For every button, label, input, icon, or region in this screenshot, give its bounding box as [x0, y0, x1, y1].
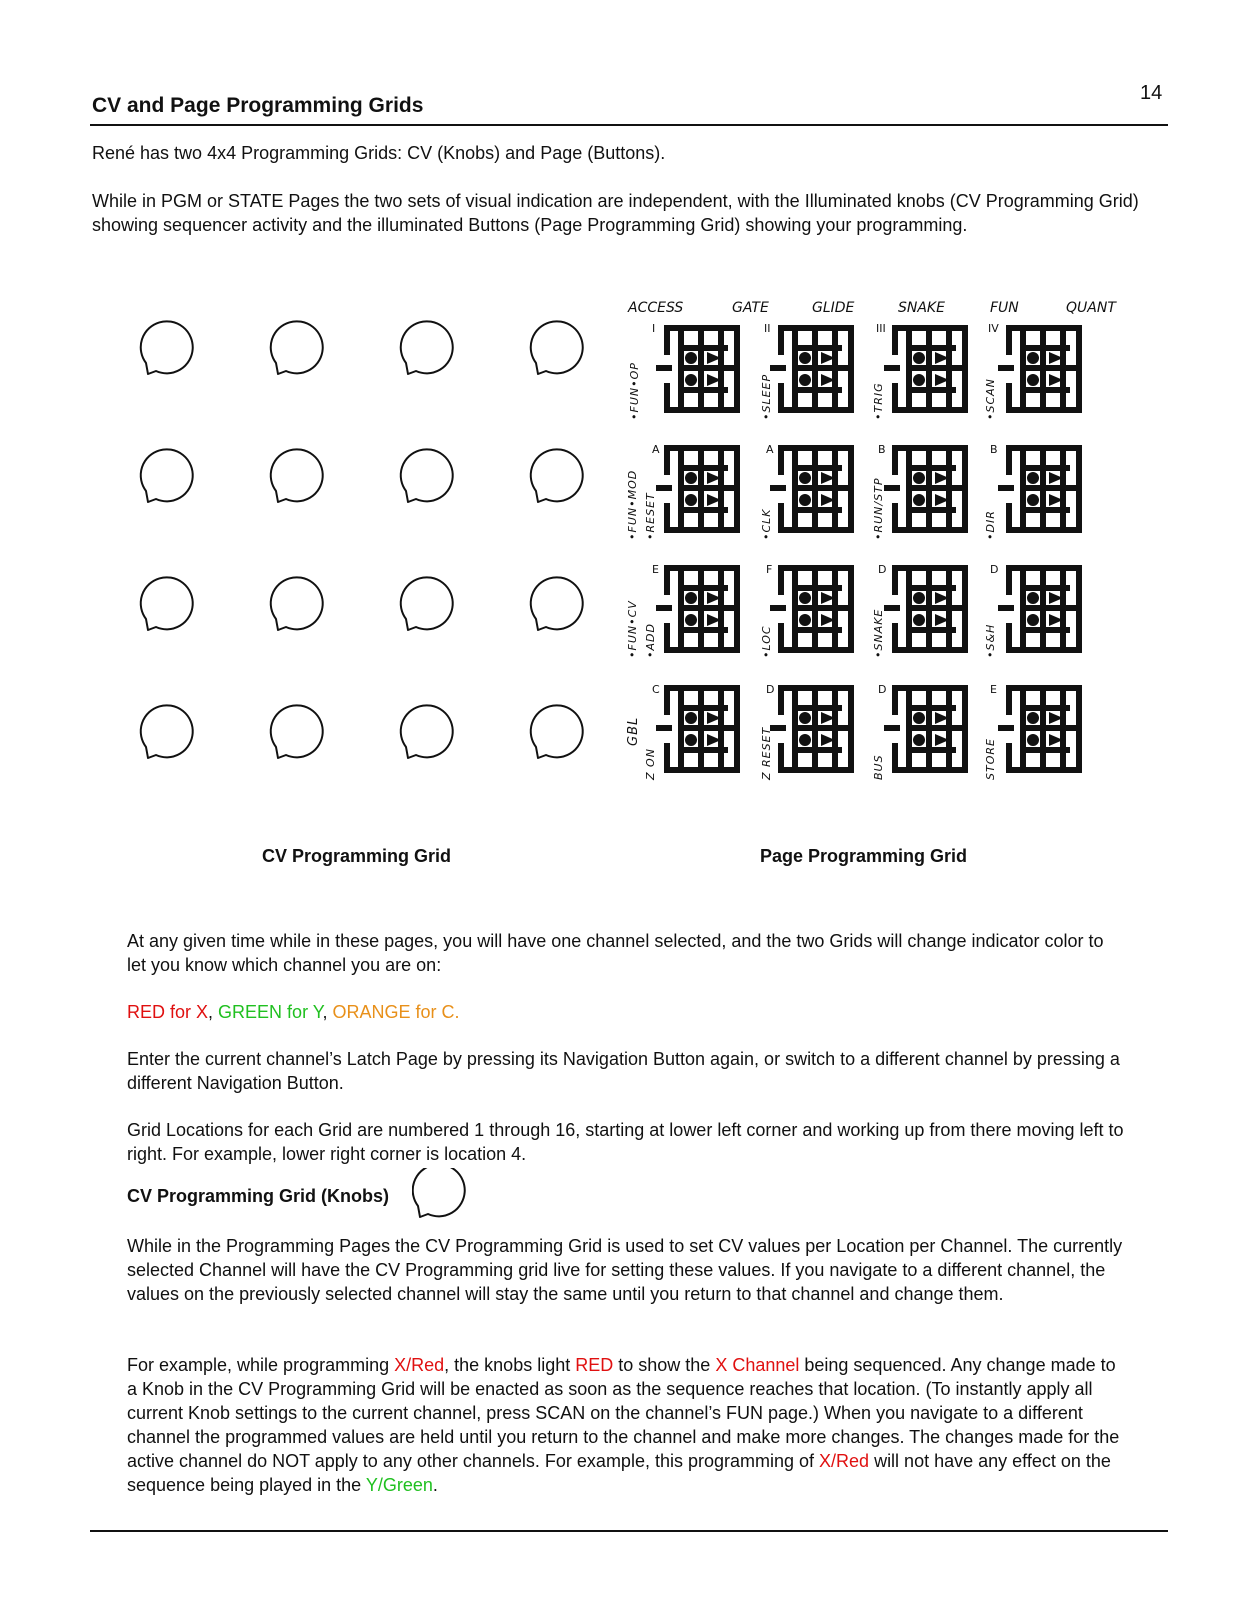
page-button-icon[interactable]: [1001, 568, 1079, 650]
page-button-icon[interactable]: [659, 688, 737, 770]
page-button-icon[interactable]: [1001, 448, 1079, 530]
top-label-gate: GATE: [732, 300, 769, 316]
cell-letter: D: [878, 563, 887, 576]
knob-icon[interactable]: [531, 705, 583, 758]
label-reset: •RESET: [644, 492, 657, 540]
paragraph-grid-locations: Grid Locations for each Grid are numbered 1 through 16, starting at lower left corner and working up from there moving left to right. For example, lower right corner is location 4.: [127, 1120, 1124, 1164]
green-for-y: GREEN for Y: [218, 1002, 323, 1022]
page-button-icon[interactable]: [659, 328, 737, 410]
cell-letter: A: [652, 443, 660, 456]
page-button-icon[interactable]: [659, 448, 737, 530]
page-number: 14: [1140, 82, 1163, 104]
label-s-h: •S&H: [984, 623, 997, 658]
text: For example, while programming: [127, 1355, 395, 1375]
knob-icon[interactable]: [141, 705, 193, 758]
cell-letter: A: [766, 443, 774, 456]
knob-icon[interactable]: [531, 577, 583, 630]
section-title: CV and Page Programming Grids: [92, 94, 424, 117]
caption-page-grid: Page Programming Grid: [760, 846, 968, 866]
page-button-icon[interactable]: [887, 448, 965, 530]
page-button-icon[interactable]: [887, 688, 965, 770]
roman-4: IV: [988, 322, 999, 335]
label-fun-mod: •FUN•MOD: [626, 469, 639, 540]
knob-icon[interactable]: [401, 577, 453, 630]
cell-letter: D: [990, 563, 999, 576]
knob-icon[interactable]: [271, 577, 323, 630]
page-button-icon[interactable]: [887, 568, 965, 650]
red-for-x: RED for X: [127, 1002, 209, 1022]
knob-icon[interactable]: [141, 449, 193, 502]
intro-paragraph: René has two 4x4 Programming Grids: CV (Knobs) and Page (Buttons).: [92, 143, 666, 163]
page-programming-grid: [655, 324, 1095, 794]
label-fun-op: •FUN•OP: [628, 362, 641, 420]
knob-icon[interactable]: [141, 577, 193, 630]
page-button-icon[interactable]: [773, 688, 851, 770]
separator: ,: [208, 1002, 219, 1022]
label-add: •ADD: [644, 623, 657, 658]
text: being sequenced. Any change made to a Knob in the CV Programming Grid will be enacted as soon as the sequence reaches that location. (To instantly apply all current Knob settings to the current channel, press SCAN on the channel’s FUN page.) When you navigate to a different channel the programmed values are held until you return to the channel and make more changes. The changes made for the active channel do NOT apply to any other channels. For example, this programming of: [127, 1355, 1120, 1471]
knob-icon[interactable]: [401, 321, 453, 374]
page-button-icon[interactable]: [773, 568, 851, 650]
text: will not have any effect on the sequence being played in the: [127, 1451, 1111, 1495]
top-rule: [90, 124, 1168, 126]
knob-icon[interactable]: [531, 449, 583, 502]
paragraph-latch-page: Enter the current channel’s Latch Page by pressing its Navigation Button again, or switch to a different channel by pressing a different Navigation Button.: [127, 1049, 1120, 1093]
label-run-stp: •RUN/STP: [872, 477, 885, 540]
knob-icon: [412, 1168, 472, 1228]
roman-2: II: [764, 322, 771, 335]
knob-icon[interactable]: [141, 321, 193, 374]
knob-icon[interactable]: [401, 449, 453, 502]
knob-icon[interactable]: [271, 321, 323, 374]
separator: ,: [322, 1002, 333, 1022]
page-button-icon[interactable]: [773, 448, 851, 530]
label-dir: •DIR: [984, 510, 997, 540]
top-label-quant: QUANT: [1066, 300, 1116, 316]
paragraph-cv-grid: While in the Programming Pages the CV Programming Grid is used to set CV values per Location per Channel. The currently selected Channel will have the CV Programming grid live for setting these values. If you navigate to a different channel, the values on the previously selected channel will stay the same until you return to that channel and change them.: [127, 1236, 1123, 1304]
knob-icon[interactable]: [531, 321, 583, 374]
text: , the knobs light: [444, 1355, 576, 1375]
page-button-icon[interactable]: [1001, 328, 1079, 410]
label-store: STORE: [984, 738, 997, 780]
paragraph-channel-selection: At any given time while in these pages, you will have one channel selected, and the two Grids will change indicator color to let you know which channel you are on:: [127, 931, 1104, 975]
label-fun-cv: •FUN•CV: [626, 600, 639, 658]
label-clk: •CLK: [760, 508, 773, 540]
red-word: RED: [575, 1355, 614, 1375]
orange-for-c: ORANGE for C.: [332, 1002, 460, 1022]
cell-letter: B: [990, 443, 998, 456]
cell-letter: E: [990, 683, 997, 696]
cell-letter: B: [878, 443, 886, 456]
page-button-icon[interactable]: [887, 328, 965, 410]
x-channel: X Channel: [715, 1355, 800, 1375]
channel-colors: [127, 1000, 459, 1024]
label-bus: BUS: [872, 754, 885, 780]
label-z-on: Z ON: [644, 748, 657, 780]
text: .: [432, 1475, 438, 1495]
label-sleep: •SLEEP: [760, 373, 773, 420]
cv-programming-grid: [130, 320, 600, 800]
top-label-snake: SNAKE: [898, 300, 945, 316]
cell-letter: D: [766, 683, 775, 696]
roman-1: I: [652, 322, 656, 335]
cell-letter: C: [652, 683, 660, 696]
subheading-cv-grid: CV Programming Grid (Knobs): [127, 1186, 390, 1206]
knob-icon[interactable]: [401, 705, 453, 758]
caption-cv-grid: CV Programming Grid: [262, 846, 452, 866]
label-scan: •SCAN: [984, 378, 997, 420]
top-label-access: ACCESS: [628, 300, 684, 316]
knob-icon[interactable]: [271, 705, 323, 758]
text: to show the: [613, 1355, 716, 1375]
cell-letter: D: [878, 683, 887, 696]
x-red: X/Red: [394, 1355, 445, 1375]
label-gbl: GBL: [626, 716, 641, 746]
paragraph-example: [127, 1353, 1127, 1497]
y-green: Y/Green: [365, 1475, 433, 1495]
roman-3: III: [876, 322, 886, 335]
label-trig: •TRIG: [872, 382, 885, 420]
top-label-fun: FUN: [990, 300, 1019, 316]
bottom-rule: [90, 1530, 1168, 1532]
page-button-icon[interactable]: [1001, 688, 1079, 770]
label-loc: •LOC: [760, 625, 773, 658]
cell-letter: E: [652, 563, 659, 576]
label-snake: •SNAKE: [872, 608, 885, 658]
label-z-reset: Z RESET: [760, 726, 773, 780]
cell-letter: F: [766, 563, 773, 576]
knob-icon[interactable]: [271, 449, 323, 502]
x-red: X/Red: [819, 1451, 870, 1471]
intro-paragraph-2: While in PGM or STATE Pages the two sets of visual indication are independent, with the Illuminated knobs (CV Programming Grid) showing sequencer activity and the illuminated Buttons (Page Programming Grid) showing your programming.: [92, 191, 1139, 235]
page-button-icon[interactable]: [659, 568, 737, 650]
top-label-glide: GLIDE: [812, 300, 855, 316]
page-button-icon[interactable]: [773, 328, 851, 410]
